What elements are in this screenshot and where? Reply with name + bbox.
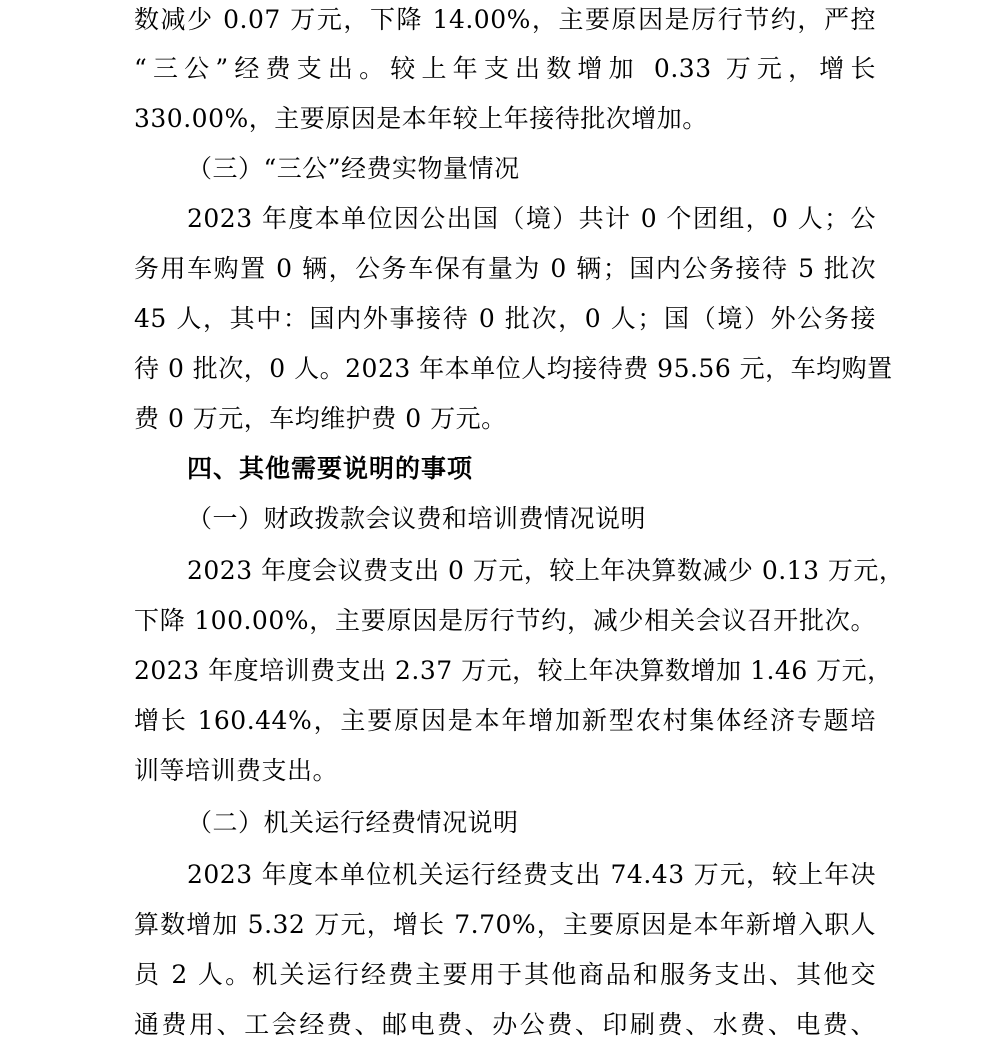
paragraph-line: 数减少 0.07 万元，下降 14.00%，主要原因是厉行节约，严控: [134, 5, 876, 34]
paragraph-line: 45 人，其中：国内外事接待 0 批次，0 人；国（境）外公务接: [134, 304, 876, 333]
paragraph-line: 务用车购置 0 辆，公务车保有量为 0 辆；国内公务接待 5 批次: [134, 254, 876, 283]
paragraph-line: 通费用、工会经费、邮电费、办公费、印刷费、水费、电费、: [134, 1010, 876, 1039]
paragraph-line: 2023 年度培训费支出 2.37 万元，较上年决算数增加 1.46 万元，: [134, 656, 893, 685]
subsection-heading: （三）“三公”经费实物量情况: [187, 154, 520, 183]
paragraph-line: 下降 100.00%，主要原因是厉行节约，减少相关会议召开批次。: [134, 606, 876, 635]
paragraph-line: 算数增加 5.32 万元，增长 7.70%，主要原因是本年新增入职人: [134, 910, 876, 939]
paragraph-line: 待 0 批次，0 人。2023 年本单位人均接待费 95.56 元，车均购置: [134, 354, 893, 383]
paragraph-line: 增长 160.44%，主要原因是本年增加新型农村集体经济专题培: [134, 706, 876, 735]
paragraph-line: 2023 年度本单位因公出国（境）共计 0 个团组，0 人；公: [187, 204, 876, 233]
subsection-heading: （一）财政拨款会议费和培训费情况说明: [187, 504, 647, 533]
paragraph-line: 2023 年度本单位机关运行经费支出 74.43 万元，较上年决: [187, 860, 876, 889]
paragraph-line: 训等培训费支出。: [134, 756, 339, 785]
paragraph-line: 2023 年度会议费支出 0 万元，较上年决算数减少 0.13 万元，: [187, 556, 905, 585]
section-heading: 四、其他需要说明的事项: [187, 454, 474, 483]
subsection-heading: （二）机关运行经费情况说明: [187, 808, 519, 837]
paragraph-line: 员 2 人。机关运行经费主要用于其他商品和服务支出、其他交: [134, 960, 876, 989]
paragraph-line: 费 0 万元，车均维护费 0 万元。: [134, 404, 507, 433]
paragraph-line: 330.00%，主要原因是本年较上年接待批次增加。: [134, 104, 708, 133]
paragraph-line: “三公”经费支出。较上年支出数增加 0.33 万元，增长: [134, 54, 876, 83]
